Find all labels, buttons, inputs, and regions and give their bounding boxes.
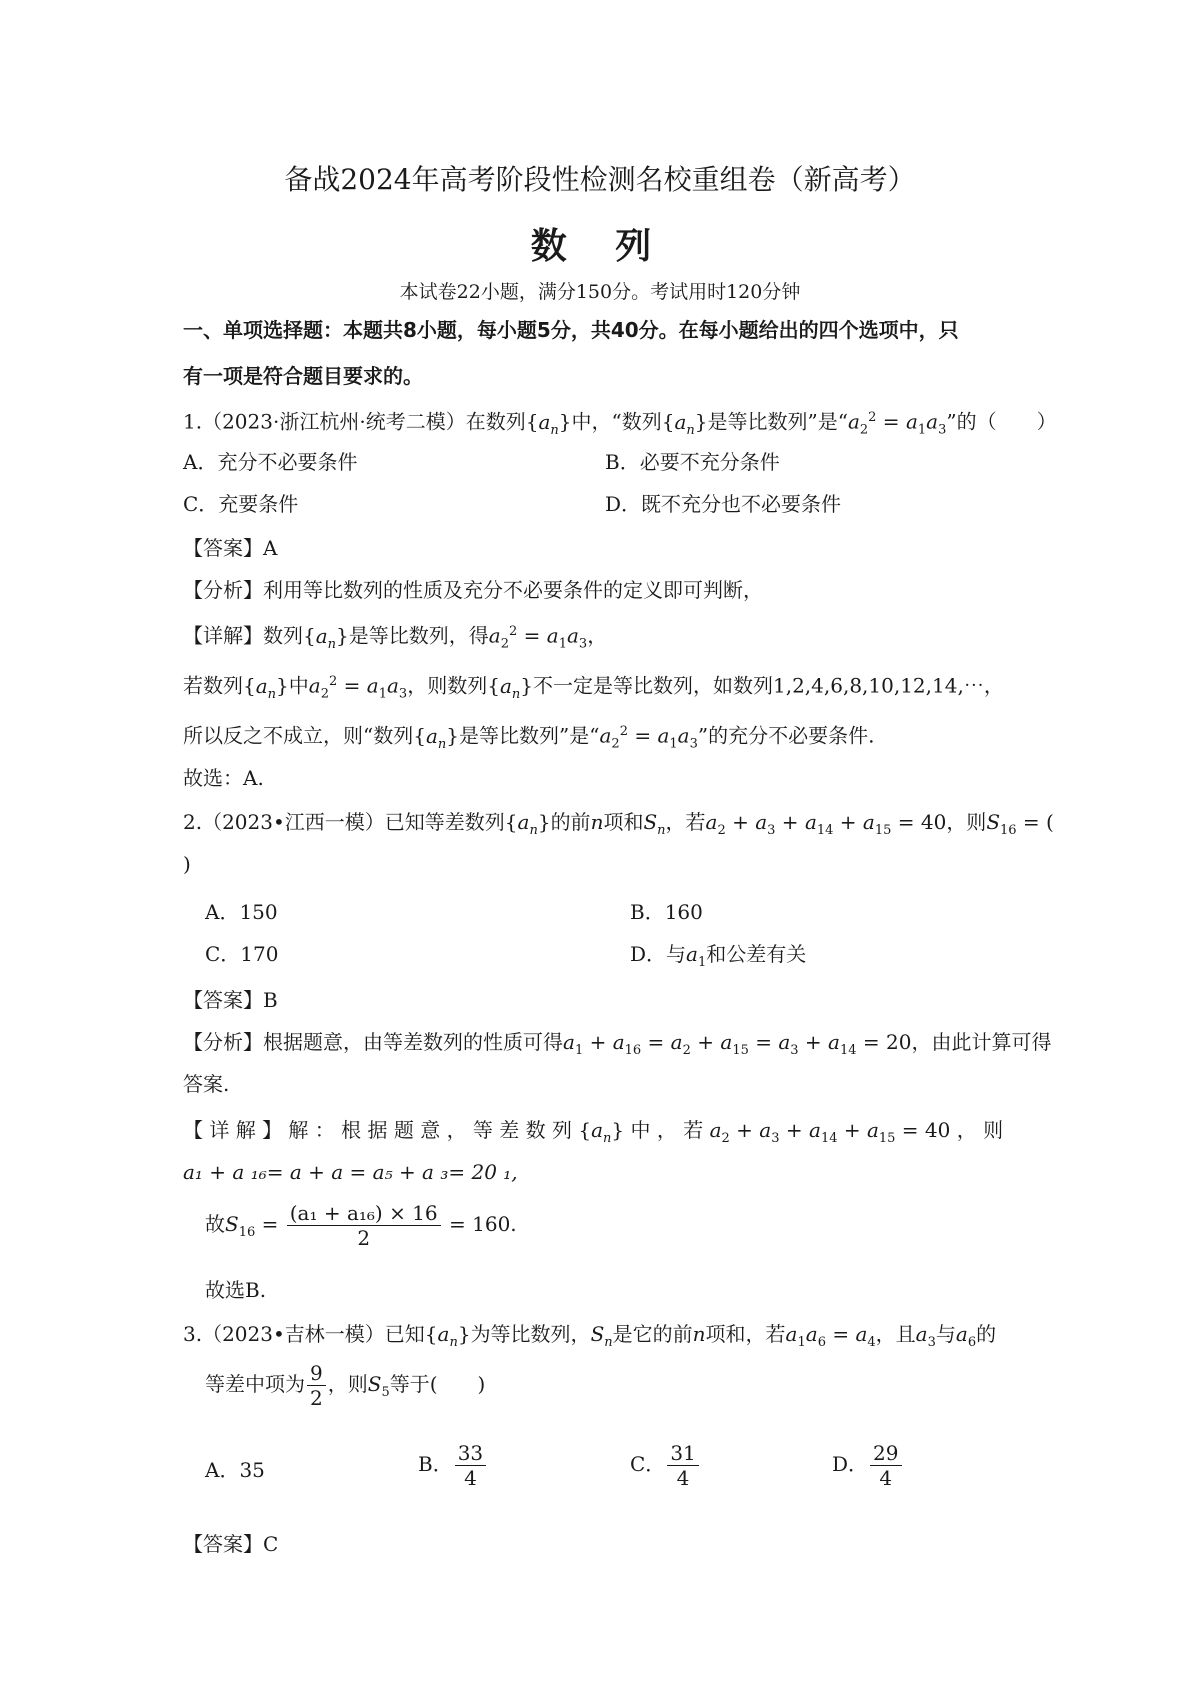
q1-detail-line3: 所以反之不成立，则“数列$\{a_n\}$是等比数列”是“$a_2^2 = a_1a_3$”的充分不必要条件. bbox=[183, 723, 875, 752]
q1-option-b: B．必要不充分条件 bbox=[605, 450, 780, 474]
q3-stem-line2-suffix: 等于( ) bbox=[389, 1372, 486, 1396]
q2-stem-mid2: 项和 bbox=[603, 810, 644, 834]
q2-stem-eq: = 40 bbox=[891, 810, 947, 834]
q3-option-c bbox=[630, 1440, 701, 1490]
q2-option-d: D．与$a_1$和公差有关 bbox=[630, 942, 807, 970]
q1-detail-prefix: 【详解】数列 bbox=[183, 623, 303, 648]
q1-stem-suffix: ”的（ ） bbox=[946, 409, 1057, 434]
q2-detail-then: ， 则 bbox=[956, 1118, 1004, 1142]
q1-detail-line1: 【详解】数列$\{a_n\}$是等比数列，得$a_2^2 = a_1a_3$， bbox=[183, 623, 608, 652]
q1-detail-line3-a: 所以反之不成立，则“数列 bbox=[183, 723, 414, 748]
q3-option-b-num: 33 bbox=[455, 1441, 486, 1466]
q1-choose: 故选：A. bbox=[183, 766, 264, 790]
q3-option-b bbox=[418, 1440, 488, 1490]
q2-option-c: C．170 bbox=[205, 942, 279, 966]
q2-detail-prefix: 【 详 解 】 解 ： 根 据 题 意 ， 等 差 数 列 bbox=[183, 1118, 573, 1142]
q3-option-c-den: 4 bbox=[676, 1466, 690, 1490]
section-heading-line1: 一、单项选择题：本题共8小题，每小题5分，共40分。在每小题给出的四个选项中，只 bbox=[183, 318, 959, 342]
q2-calc-numerator: (a₁ + a₁₆) × 16 bbox=[287, 1201, 441, 1226]
q1-detail-line3-c: ”的充分不必要条件. bbox=[697, 723, 875, 748]
q2-choose: 故选B. bbox=[205, 1278, 267, 1302]
q2-option-d-prefix: D．与 bbox=[630, 942, 687, 966]
q2-stem-end: = ( bbox=[1016, 810, 1054, 834]
q1-detail-line2-d: 不一定是等比数列，如数列 bbox=[532, 673, 773, 698]
q2-analysis-line2: 答案. bbox=[183, 1072, 230, 1096]
q3-stem-end: 的 bbox=[976, 1322, 997, 1346]
q2-analysis: 【分析】根据题意，由等差数列的性质可得$a_1 + a_{16} = a_2 + a_{15} = a_3 + a_{14} = 20$，由此计算可得 bbox=[183, 1030, 1052, 1058]
q2-calc-denominator: 2 bbox=[357, 1226, 371, 1250]
exam-title: 备战2024年高考阶段性检测名校重组卷（新高考） bbox=[284, 163, 916, 196]
q3-stem-line2-prefix: 等差中项为 bbox=[205, 1372, 305, 1396]
q1-detail-line2-c: ，则数列 bbox=[407, 673, 488, 698]
q2-calc-result: = 160 bbox=[442, 1212, 511, 1236]
q3-option-d-den: 4 bbox=[879, 1466, 893, 1490]
q1-answer: 【答案】A bbox=[183, 536, 278, 560]
q2-stem-mid3: ，若 bbox=[665, 810, 706, 834]
q3-stem-mid5: 与 bbox=[935, 1322, 956, 1346]
q3-answer: 【答案】C bbox=[183, 1532, 279, 1556]
q2-stem: 2.（2023•江西一模）已知等差数列$\{a_n\}$的前n项和$S_n$，若$a_2 + a_3 + a_{14} + a_{15} = 40$，则$S_{16}$ = ( bbox=[183, 810, 1054, 838]
q2-stem-prefix: 2.（2023•江西一模）已知等差数列 bbox=[183, 810, 505, 834]
q3-option-d-num: 29 bbox=[870, 1441, 901, 1466]
q2-stem-then: ，则 bbox=[946, 810, 987, 834]
q2-stem-mid: 的前 bbox=[550, 810, 591, 834]
q3-stem-frac-num: 9 bbox=[307, 1361, 326, 1386]
q2-calc-fraction bbox=[287, 1201, 441, 1250]
q3-stem-mid3: 项和，若 bbox=[705, 1322, 786, 1346]
q1-detail-mid: 是等比数列，得 bbox=[348, 623, 489, 648]
q1-stem-mid2: 是等比数列”是“ bbox=[707, 409, 848, 434]
q3-option-d bbox=[832, 1440, 904, 1490]
q3-option-c-fraction bbox=[667, 1441, 698, 1490]
q1-stem-prefix: 1.（2023·浙江杭州·统考二模）在数列 bbox=[183, 409, 526, 434]
exam-intro: 本试卷22小题，满分150分。考试用时120分钟 bbox=[399, 281, 801, 303]
q2-calc-prefix: 故 bbox=[205, 1212, 225, 1236]
q3-stem-mid2: 是它的前 bbox=[612, 1322, 693, 1346]
q3-stem-line2: 等差中项为 $\frac{9}{2}$ ，则$S_5$等于( ) bbox=[205, 1361, 486, 1410]
q3-stem-prefix: 3.（2023•吉林一模）已知 bbox=[183, 1322, 425, 1346]
q2-stem-close: ) bbox=[183, 852, 191, 876]
q1-stem: 1.（2023·浙江杭州·统考二模）在数列$\{a_n\}$中，“数列$\{a_n\}$是等比数列”是“$a_2^2 = a_1a_3$”的（ ） bbox=[183, 409, 1057, 438]
q3-option-c-label: C． bbox=[630, 1452, 666, 1476]
q1-option-d: D．既不充分也不必要条件 bbox=[605, 492, 842, 516]
q1-detail-line2-b: 中 bbox=[288, 673, 309, 698]
q1-option-c: C．充要条件 bbox=[183, 492, 299, 516]
q2-option-a: A．150 bbox=[205, 900, 278, 924]
q3-option-b-label: B． bbox=[418, 1452, 453, 1476]
q2-detail-line1: 【 详 解 】 解 ： 根 据 题 意 ， 等 差 数 列 $\{a_n\}$ 中 ， 若 $a_2 + a_3 + a_{14} + a_{15} = 40$ ， 则 bbox=[183, 1118, 1004, 1146]
q3-stem-fraction bbox=[307, 1361, 326, 1410]
q3-option-c-num: 31 bbox=[667, 1441, 698, 1466]
q2-calculation: 故$S_{16}$ = $\frac{\text{(a₁ + a₁₆) × 16}}{2}$ = 160. bbox=[205, 1201, 517, 1250]
q3-stem-frac-den: 2 bbox=[310, 1386, 323, 1410]
q3-stem-mid4: ，且 bbox=[875, 1322, 916, 1346]
q2-detail-line2: a₁ + a ₁₆= a + a = a₅ + a ₃= 20 ₁, bbox=[183, 1160, 518, 1184]
q3-option-a: A．35 bbox=[205, 1458, 265, 1482]
q1-detail-sequence: 1,2,4,6,8,10,12,14,⋯， bbox=[772, 673, 1004, 698]
q2-option-d-suffix: 和公差有关 bbox=[706, 942, 807, 966]
q3-option-d-fraction bbox=[870, 1441, 901, 1490]
q2-analysis-suffix: ，由此计算可得 bbox=[911, 1030, 1052, 1054]
q2-detail-mid: 中 ， 若 bbox=[630, 1118, 704, 1142]
q1-option-a: A．充分不必要条件 bbox=[183, 450, 358, 474]
q1-detail-line3-b: 是等比数列”是“ bbox=[459, 723, 600, 748]
section-heading-line2: 有一项是符合题目要求的。 bbox=[183, 364, 423, 388]
exam-subject: 数 列 bbox=[530, 225, 670, 267]
q3-option-b-fraction bbox=[455, 1441, 486, 1490]
q1-stem-mid1: 中，“数列 bbox=[571, 409, 662, 434]
q2-analysis-prefix: 【分析】根据题意，由等差数列的性质可得 bbox=[183, 1030, 563, 1054]
q3-stem-line2-mid: ，则 bbox=[327, 1372, 368, 1396]
q1-detail-line2: 若数列$\{a_n\}$中$a_2^2 = a_1a_3$，则数列$\{a_n\}$不一定是等比数列，如数列1,2,4,6,8,10,12,14,⋯， bbox=[183, 673, 1004, 702]
q3-option-d-label: D． bbox=[832, 1452, 869, 1476]
q1-analysis: 【分析】利用等比数列的性质及充分不必要条件的定义即可判断， bbox=[183, 578, 763, 602]
q2-answer: 【答案】B bbox=[183, 988, 278, 1012]
q1-detail-line2-a: 若数列 bbox=[183, 673, 243, 698]
q3-option-b-den: 4 bbox=[464, 1466, 477, 1490]
q3-stem-line1: 3.（2023•吉林一模）已知$\{a_n\}$为等比数列，$S_n$是它的前n项和，若$a_1a_6 = a_4$，且$a_3$与$a_6$的 bbox=[183, 1322, 997, 1350]
q3-stem-mid: 为等比数列， bbox=[470, 1322, 591, 1346]
q2-option-b: B．160 bbox=[630, 900, 703, 924]
